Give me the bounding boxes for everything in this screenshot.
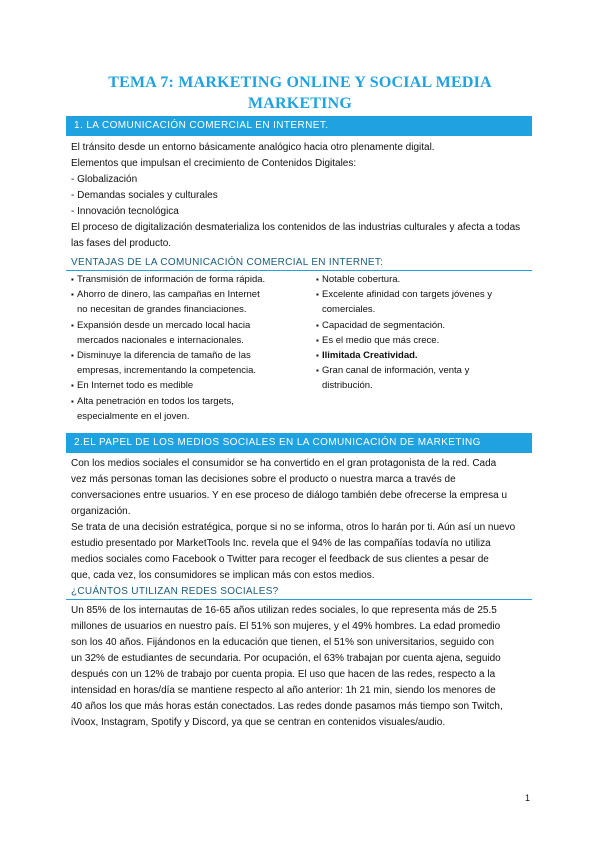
paragraph-line: Un 85% de los internautas de 16-65 años utilizan redes sociales, lo que representa más de 25.5: [71, 605, 497, 616]
paragraph-line: Se trata de una decisión estratégica, porque si no se informa, otros lo harán por ti. Aún así un nuevo: [71, 522, 516, 533]
paragraph-line: conversaciones entre usuarios. Y en ese proceso de diálogo también debe ofrecerse la empresa u: [71, 490, 508, 501]
paragraph-line: 40 años los que más horas están conectados. Las redes donde pasamos más tiempo son Twitch,: [71, 701, 503, 712]
list-item: ▪ Expansión desde un mercado local hacia mercados nacionales e internacionales.: [71, 318, 283, 348]
list-item: ▪ Notable cobertura.: [316, 272, 530, 287]
list-item: ▪ Capacidad de segmentación.: [316, 318, 530, 333]
section-1-paragraph: [71, 220, 531, 252]
ventajas-rule: [66, 270, 532, 271]
list-item: ▪ En Internet todo es medible: [71, 378, 283, 393]
paragraph-line: un 32% de estudiantes de secundaria. Por ocupación, el 63% trabajan por cuenta ajena, seguido: [71, 653, 501, 664]
redes-paragraph: [71, 603, 531, 731]
paragraph-line: vez más personas toman las decisiones sobre el producto o nuestra marca a través de: [71, 474, 456, 485]
document-title: [60, 72, 540, 114]
list-item: ▪ Disminuye la diferencia de tamaño de las empresas, incrementando la competencia.: [71, 348, 283, 378]
intro-line: - Demandas sociales y culturales: [71, 190, 218, 201]
paragraph-line: iVoox, Instagram, Spotify y Discord, ya que se centran en contenidos visuales/audio.: [71, 717, 446, 728]
list-item: ▪ Transmisión de información de forma rápida.: [71, 272, 283, 287]
section-2-paragraph-1: [71, 456, 531, 520]
ventajas-right-list: [316, 272, 530, 394]
intro-line: El tránsito desde un entorno básicamente analógico hacia otro plenamente digital.: [71, 142, 435, 153]
paragraph-line: estudio presentado por MarketTools Inc. revela que el 94% de las compañías todavía no utiliza: [71, 538, 491, 549]
title-line-2: MARKETING: [247, 95, 353, 112]
paragraph-line: millones de usuarios en nuestro país. El 51% son mujeres, y el 49% hombres. La edad promedio: [71, 621, 501, 632]
list-item: ▪ Ilimitada Creatividad.: [316, 348, 530, 363]
paragraph-line: Con los medios sociales el consumidor se ha convertido en el gran protagonista de la red. Cada: [71, 458, 497, 469]
list-item: ▪ Alta penetración en todos los targets, especialmente en el joven.: [71, 394, 283, 424]
paragraph-line: intensidad en horas/día se mantiene respecto al año anterior: 1h 21 min, siendo los menores de: [71, 685, 496, 696]
section-1-heading: 1. LA COMUNICACIÓN COMERCIAL EN INTERNET.: [66, 116, 532, 136]
paragraph-line: después con un 12% de trabajo por cuenta propia. El uso que hacen de las redes, respecto a la: [71, 669, 496, 680]
list-item: ▪ Excelente afinidad con targets jóvenes y comerciales.: [316, 287, 530, 317]
paragraph-line: que, cada vez, los consumidores se implican más con estos medios.: [71, 570, 375, 581]
intro-line: Elementos que impulsan el crecimiento de Contenidos Digitales:: [71, 158, 357, 169]
section-1-intro: [71, 140, 531, 220]
intro-line: - Globalización: [71, 174, 138, 185]
list-item: ▪ Gran canal de información, venta y distribución.: [316, 363, 530, 393]
paragraph-line: medios sociales como Facebook o Twitter para recoger el feedback de sus clientes a pesar de: [71, 554, 489, 565]
redes-rule: [66, 599, 532, 600]
intro-line: - Innovación tecnológica: [71, 206, 179, 217]
paragraph-line: organización.: [71, 506, 131, 517]
list-item: ▪ Ahorro de dinero, las campañas en Internet no necesitan de grandes financiaciones.: [71, 287, 283, 317]
redes-heading: ¿CUÁNTOS UTILIZAN REDES SOCIALES?: [71, 586, 279, 597]
ventajas-heading: VENTAJAS DE LA COMUNICACIÓN COMERCIAL EN INTERNET:: [71, 257, 384, 268]
title-line-1: TEMA 7: MARKETING ONLINE Y SOCIAL MEDIA: [108, 74, 492, 91]
paragraph-line: las fases del producto.: [71, 238, 172, 249]
ventajas-left-list: [71, 272, 283, 424]
paragraph-line: El proceso de digitalización desmaterializa los contenidos de las industrias culturales y afecta a todas: [71, 222, 521, 233]
section-2-heading: 2.EL PAPEL DE LOS MEDIOS SOCIALES EN LA COMUNICACIÓN DE MARKETING: [66, 433, 532, 453]
list-item: ▪ Es el medio que más crece.: [316, 333, 530, 348]
section-2-paragraph-2: [71, 520, 531, 584]
page-number: 1: [524, 793, 530, 803]
paragraph-line: son los 40 años. Fijándonos en la educación que tienen, el 51% son universitarios, seguido con: [71, 637, 495, 648]
